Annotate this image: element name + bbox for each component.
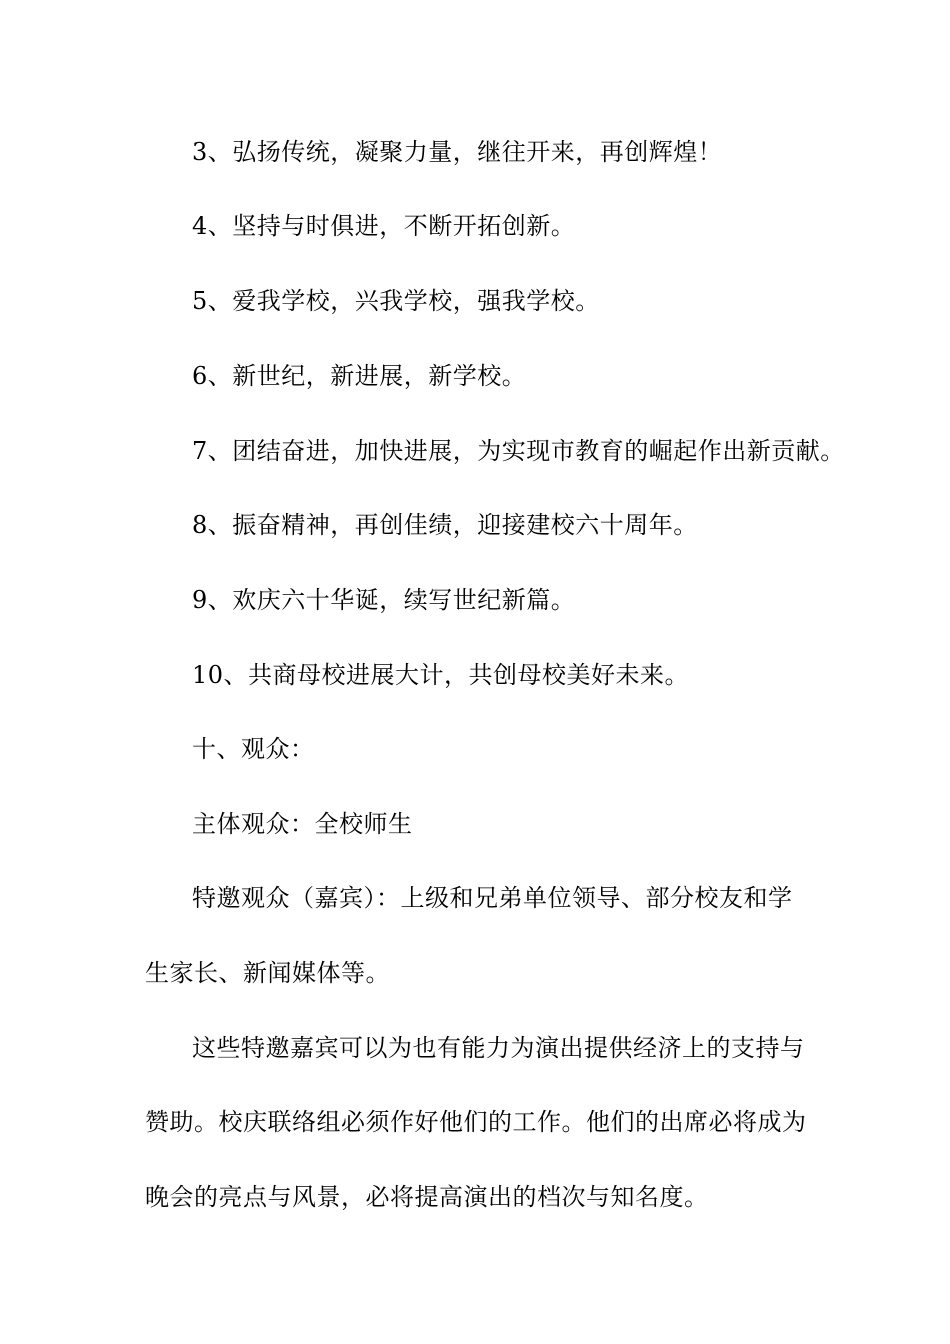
slogan-10: 10、共商母校进展大计，共创母校美好未来。 (192, 661, 690, 689)
special-audience-line-2: 生家长、新闻媒体等。 (145, 959, 390, 987)
support-paragraph-line-1: 这些特邀嘉宾可以为也有能力为演出提供经济上的支持与 (192, 1034, 805, 1062)
section-heading-audience: 十、观众： (192, 735, 315, 763)
main-audience: 主体观众：全校师生 (192, 810, 413, 838)
slogan-6: 6、新世纪，新进展，新学校。 (192, 362, 527, 390)
slogan-9: 9、欢庆六十华诞，续写世纪新篇。 (192, 586, 576, 614)
slogan-7: 7、团结奋进，加快进展，为实现市教育的崛起作出新贡献。 (192, 437, 845, 465)
support-paragraph-line-3: 晚会的亮点与风景，必将提高演出的档次与知名度。 (145, 1183, 709, 1211)
slogan-3: 3、弘扬传统，凝聚力量，继往开来，再创辉煌！ (192, 138, 723, 166)
slogan-4: 4、坚持与时俱进，不断开拓创新。 (192, 212, 576, 240)
special-audience-line-1: 特邀观众（嘉宾）：上级和兄弟单位领导、部分校友和学 (192, 884, 793, 912)
slogan-5: 5、爱我学校，兴我学校，强我学校。 (192, 287, 600, 315)
slogan-8: 8、振奋精神，再创佳绩，迎接建校六十周年。 (192, 511, 698, 539)
support-paragraph-line-2: 赞助。校庆联络组必须作好他们的工作。他们的出席必将成为 (145, 1108, 807, 1136)
